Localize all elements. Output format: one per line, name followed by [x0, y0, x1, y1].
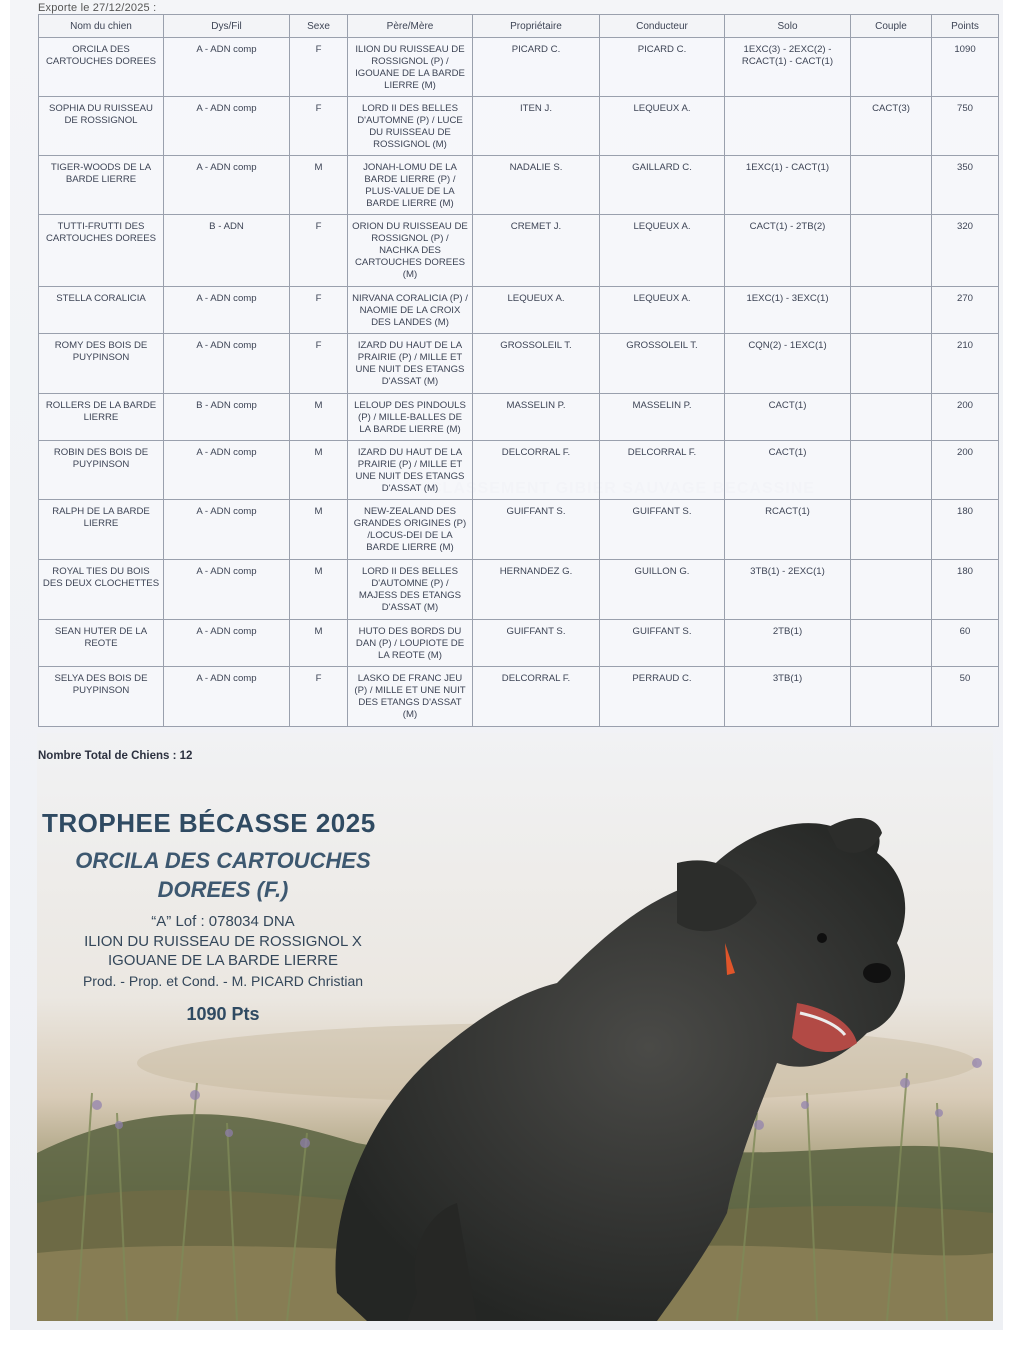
table-row [39, 560, 999, 620]
cell-sexe: F [290, 334, 348, 394]
cell-dys: A - ADN comp [164, 560, 290, 620]
cell-dys: A - ADN comp [164, 287, 290, 334]
cell-sexe: F [290, 38, 348, 97]
cell-couple [851, 500, 932, 560]
table-row [39, 287, 999, 334]
trophy-dog-name [38, 846, 408, 904]
trophy-dog-name-line1: ORCILA DES CARTOUCHES [75, 848, 371, 873]
cell-sexe: F [290, 97, 348, 156]
cell-conducteur: GUIFFANT S. [600, 620, 725, 667]
cell-proprietaire: GUIFFANT S. [473, 500, 600, 560]
cell-dys: A - ADN comp [164, 667, 290, 727]
cell-proprietaire: PICARD C. [473, 38, 600, 97]
cell-parents: NEW-ZEALAND DES GRANDES ORIGINES (P) /LOCUS-DEI DE LA BARDE LIERRE (M) [348, 500, 473, 560]
cell-sexe: M [290, 394, 348, 441]
cell-couple: CACT(3) [851, 97, 932, 156]
cell-nom: SOPHIA DU RUISSEAU DE ROSSIGNOL [39, 97, 164, 156]
cell-sexe: M [290, 560, 348, 620]
col-conducteur[interactable]: Conducteur [600, 15, 725, 38]
cell-nom: ROYAL TIES DU BOIS DES DEUX CLOCHETTES [39, 560, 164, 620]
cell-solo: CQN(2) - 1EXC(1) [725, 334, 851, 394]
table-row [39, 38, 999, 97]
cell-conducteur: MASSELIN P. [600, 394, 725, 441]
table-header-row [39, 15, 999, 38]
col-parents[interactable]: Père/Mère [348, 15, 473, 38]
cell-parents: ILION DU RUISSEAU DE ROSSIGNOL (P) / IGOUANE DE LA BARDE LIERRE (M) [348, 38, 473, 97]
cell-proprietaire: DELCORRAL F. [473, 441, 600, 500]
cell-sexe: M [290, 156, 348, 215]
cell-couple [851, 334, 932, 394]
cell-proprietaire: HERNANDEZ G. [473, 560, 600, 620]
cell-conducteur: LEQUEUX A. [600, 215, 725, 287]
cell-nom: SEAN HUTER DE LA REOTE [39, 620, 164, 667]
col-couple[interactable]: Couple [851, 15, 932, 38]
cell-proprietaire: CREMET J. [473, 215, 600, 287]
cell-nom: TUTTI-FRUTTI DES CARTOUCHES DOREES [39, 215, 164, 287]
table-row [39, 441, 999, 500]
results-table [38, 14, 999, 727]
col-points[interactable]: Points [932, 15, 999, 38]
cell-sexe: F [290, 287, 348, 334]
cell-conducteur: PICARD C. [600, 38, 725, 97]
cell-nom: RALPH DE LA BARDE LIERRE [39, 500, 164, 560]
cell-sexe: M [290, 441, 348, 500]
cell-points: 180 [932, 500, 999, 560]
cell-proprietaire: NADALIE S. [473, 156, 600, 215]
cell-proprietaire: GROSSOLEIL T. [473, 334, 600, 394]
export-date: Exporte le 27/12/2025 : [38, 2, 157, 14]
cell-solo: CACT(1) [725, 441, 851, 500]
total-dogs: Nombre Total de Chiens : 12 [38, 750, 193, 762]
cell-points: 200 [932, 441, 999, 500]
cell-proprietaire: ITEN J. [473, 97, 600, 156]
col-proprietaire[interactable]: Propriétaire [473, 15, 600, 38]
col-solo[interactable]: Solo [725, 15, 851, 38]
cell-sexe: F [290, 667, 348, 727]
table-row [39, 156, 999, 215]
cell-conducteur: GUIFFANT S. [600, 500, 725, 560]
cell-solo: 1EXC(1) - CACT(1) [725, 156, 851, 215]
cell-parents: IZARD DU HAUT DE LA PRAIRIE (P) / MILLE ET UNE NUIT DES ETANGS D'ASSAT (M) [348, 441, 473, 500]
cell-nom: ROMY DES BOIS DE PUYPINSON [39, 334, 164, 394]
table-row [39, 215, 999, 287]
cell-dys: A - ADN comp [164, 620, 290, 667]
cell-couple [851, 38, 932, 97]
cell-points: 1090 [932, 38, 999, 97]
cell-sexe: F [290, 215, 348, 287]
cell-couple [851, 620, 932, 667]
trophy-producer: Prod. - Prop. et Cond. - M. PICARD Christian [82, 973, 364, 989]
cell-dys: A - ADN comp [164, 441, 290, 500]
cell-solo: 1EXC(3) - 2EXC(2) - RCACT(1) - CACT(1) [725, 38, 851, 97]
cell-nom: SELYA DES BOIS DE PUYPINSON [39, 667, 164, 727]
cell-points: 180 [932, 560, 999, 620]
cell-solo: CACT(1) [725, 394, 851, 441]
cell-parents: IZARD DU HAUT DE LA PRAIRIE (P) / MILLE ET UNE NUIT DES ETANGS D'ASSAT (M) [348, 334, 473, 394]
cell-points: 60 [932, 620, 999, 667]
table-row [39, 667, 999, 727]
cell-couple [851, 156, 932, 215]
cell-nom: ORCILA DES CARTOUCHES DOREES [39, 38, 164, 97]
table-row [39, 97, 999, 156]
cell-parents: LELOUP DES PINDOULS (P) / MILLE-BALLES DE LA BARDE LIERRE (M) [348, 394, 473, 441]
cell-conducteur: DELCORRAL F. [600, 441, 725, 500]
cell-proprietaire: LEQUEUX A. [473, 287, 600, 334]
cell-parents: NIRVANA CORALICIA (P) / NAOMIE DE LA CROIX DES LANDES (M) [348, 287, 473, 334]
cell-solo: RCACT(1) [725, 500, 851, 560]
cell-sexe: M [290, 620, 348, 667]
cell-solo [725, 97, 851, 156]
cell-dys: A - ADN comp [164, 97, 290, 156]
trophy-parents-line2: IGOUANE DE LA BARDE LIERRE [107, 952, 339, 969]
cell-solo: 1EXC(1) - 3EXC(1) [725, 287, 851, 334]
trophy-lof: “A” Lof : 078034 DNA [151, 913, 295, 930]
cell-proprietaire: DELCORRAL F. [473, 667, 600, 727]
col-dys[interactable]: Dys/Fil [164, 15, 290, 38]
cell-couple [851, 287, 932, 334]
cell-nom: STELLA CORALICIA [39, 287, 164, 334]
trophy-dog-name-line2: DOREES (F.) [157, 877, 289, 902]
cell-nom: TIGER-WOODS DE LA BARDE LIERRE [39, 156, 164, 215]
col-nom[interactable]: Nom du chien [39, 15, 164, 38]
cell-dys: A - ADN comp [164, 500, 290, 560]
col-sexe[interactable]: Sexe [290, 15, 348, 38]
cell-couple [851, 394, 932, 441]
table-row [39, 620, 999, 667]
cell-conducteur: LEQUEUX A. [600, 287, 725, 334]
table-row [39, 334, 999, 394]
cell-proprietaire: GUIFFANT S. [473, 620, 600, 667]
cell-nom: ROBIN DES BOIS DE PUYPINSON [39, 441, 164, 500]
cell-parents: HUTO DES BORDS DU DAN (P) / LOUPIOTE DE LA REOTE (M) [348, 620, 473, 667]
cell-conducteur: LEQUEUX A. [600, 97, 725, 156]
cell-dys: A - ADN comp [164, 334, 290, 394]
cell-parents: LORD II DES BELLES D'AUTOMNE (P) / MAJESS DES ETANGS D'ASSAT (M) [348, 560, 473, 620]
cell-points: 320 [932, 215, 999, 287]
cell-couple [851, 215, 932, 287]
cell-solo: 2TB(1) [725, 620, 851, 667]
cell-dys: B - ADN comp [164, 394, 290, 441]
cell-conducteur: GAILLARD C. [600, 156, 725, 215]
cell-solo: CACT(1) - 2TB(2) [725, 215, 851, 287]
cell-couple [851, 667, 932, 727]
cell-nom: ROLLERS DE LA BARDE LIERRE [39, 394, 164, 441]
cell-parents: LASKO DE FRANC JEU (P) / MILLE ET UNE NUIT DES ETANGS D'ASSAT (M) [348, 667, 473, 727]
cell-points: 270 [932, 287, 999, 334]
cell-sexe: M [290, 500, 348, 560]
cell-dys: A - ADN comp [164, 156, 290, 215]
cell-proprietaire: MASSELIN P. [473, 394, 600, 441]
cell-points: 750 [932, 97, 999, 156]
cell-points: 200 [932, 394, 999, 441]
cell-dys: A - ADN comp [164, 38, 290, 97]
trophy-title: TROPHEE BÉCASSE 2025 [42, 808, 376, 838]
cell-parents: LORD II DES BELLES D'AUTOMNE (P) / LUCE DU RUISSEAU DE ROSSIGNOL (M) [348, 97, 473, 156]
trophy-points: 1090 Pts [186, 1004, 260, 1024]
cell-parents: JONAH-LOMU DE LA BARDE LIERRE (P) / PLUS-VALUE DE LA BARDE LIERRE (M) [348, 156, 473, 215]
table-row [39, 394, 999, 441]
table-row [39, 500, 999, 560]
cell-couple [851, 441, 932, 500]
cell-solo: 3TB(1) - 2EXC(1) [725, 560, 851, 620]
cell-conducteur: PERRAUD C. [600, 667, 725, 727]
cell-parents: ORION DU RUISSEAU DE ROSSIGNOL (P) / NACHKA DES CARTOUCHES DOREES (M) [348, 215, 473, 287]
cell-couple [851, 560, 932, 620]
cell-points: 50 [932, 667, 999, 727]
cell-conducteur: GUILLON G. [600, 560, 725, 620]
cell-dys: B - ADN [164, 215, 290, 287]
cell-points: 350 [932, 156, 999, 215]
cell-points: 210 [932, 334, 999, 394]
trophy-parents-line1: ILION DU RUISSEAU DE ROSSIGNOL X [84, 933, 362, 950]
cell-solo: 3TB(1) [725, 667, 851, 727]
cell-conducteur: GROSSOLEIL T. [600, 334, 725, 394]
